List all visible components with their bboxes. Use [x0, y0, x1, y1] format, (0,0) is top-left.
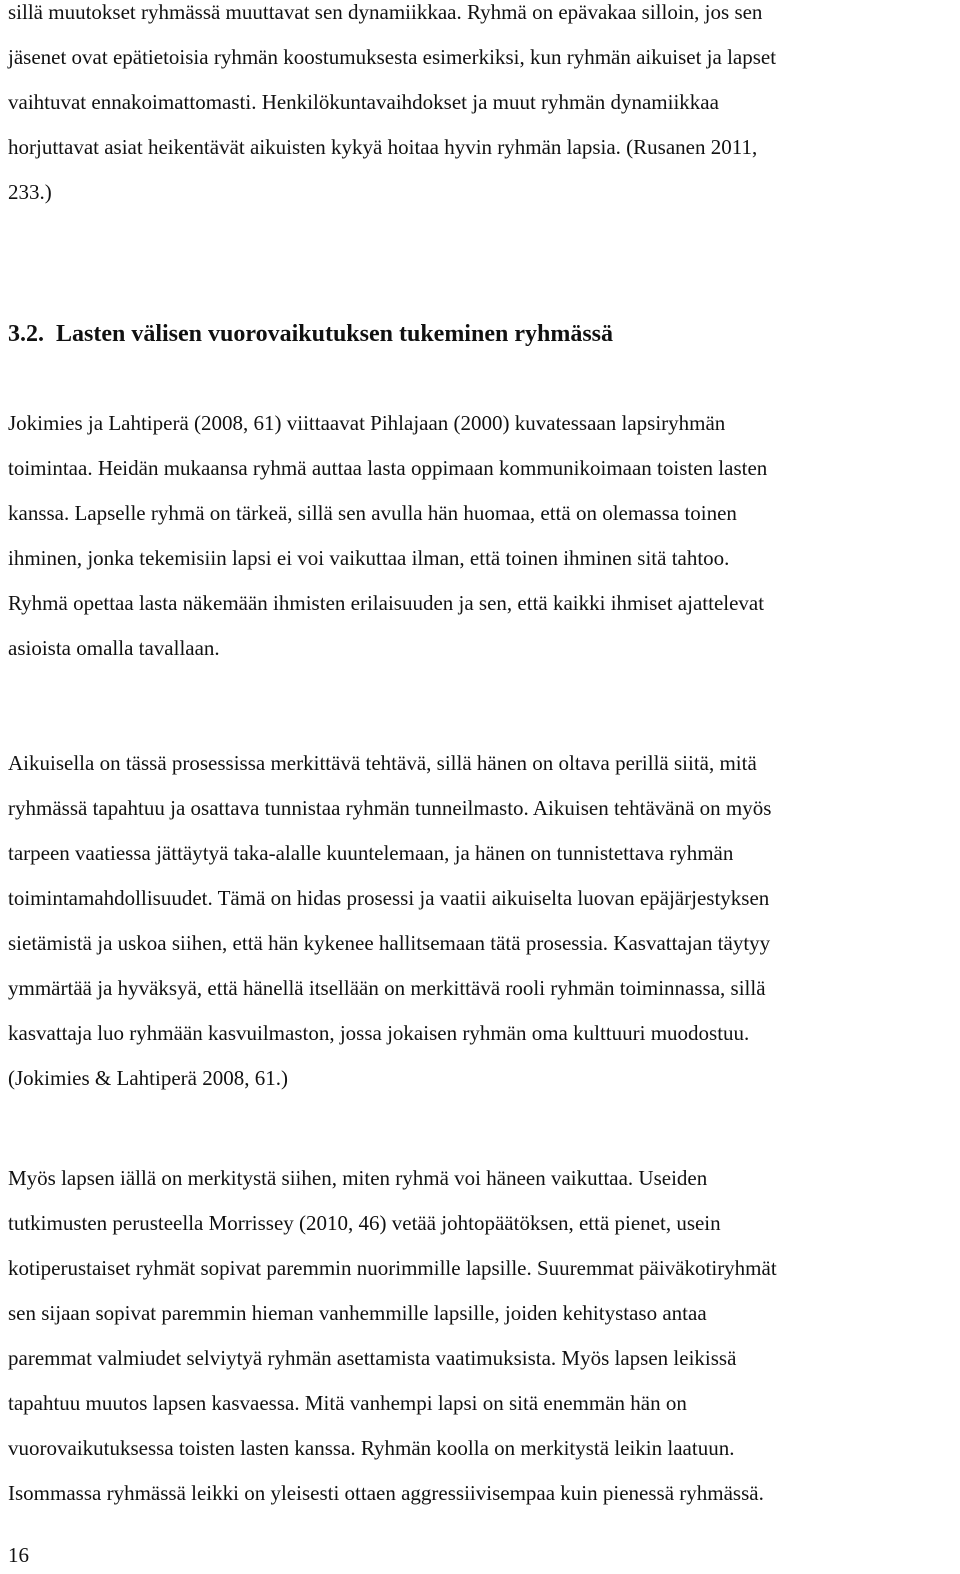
text-line: 233.)	[8, 180, 52, 204]
text-line: vuorovaikutuksessa toisten lasten kanssa. Ryhmän koolla on merkitystä leikin laatuun.	[8, 1436, 735, 1460]
paragraph-peer-interaction	[8, 401, 952, 671]
text-line: (Jokimies & Lahtiperä 2008, 61.)	[8, 1066, 288, 1090]
section-title: Lasten välisen vuorovaikutuksen tukeminen ryhmässä	[56, 321, 613, 347]
text-line: kasvattaja luo ryhmään kasvuilmaston, jossa jokaisen ryhmän oma kulttuuri muodostuu.	[8, 1021, 750, 1045]
paragraph-adult-role	[8, 741, 952, 1101]
text-line: tapahtuu muutos lapsen kasvaessa. Mitä vanhempi lapsi on sitä enemmän hän on	[8, 1391, 687, 1415]
text-line: sen sijaan sopivat paremmin hieman vanhemmille lapsille, joiden kehitystaso antaa	[8, 1301, 707, 1325]
text-line: kotiperustaiset ryhmät sopivat paremmin nuorimmille lapsille. Suuremmat päiväkotiryhmät	[8, 1256, 777, 1280]
text-line: tutkimusten perusteella Morrissey (2010, 46) vetää johtopäätöksen, että pienet, usein	[8, 1211, 721, 1235]
text-line: Myös lapsen iällä on merkitystä siihen, miten ryhmä voi häneen vaikuttaa. Useiden	[8, 1166, 708, 1190]
text-line: tarpeen vaatiessa jättäytyä taka-alalle kuuntelemaan, ja hänen on tunnistettava ryhmän	[8, 841, 734, 865]
section-heading	[8, 312, 613, 357]
text-line: Isommassa ryhmässä leikki on yleisesti ottaen aggressiivisempaa kuin pienessä ryhmässä.	[8, 1481, 764, 1505]
text-line: ihminen, jonka tekemisiin lapsi ei voi vaikuttaa ilman, että toinen ihminen sitä tahtoo.	[8, 546, 730, 570]
text-line: Ryhmä opettaa lasta näkemään ihmisten erilaisuuden ja sen, että kaikki ihmiset ajattelevat	[8, 591, 765, 615]
page-number: 16	[8, 1543, 29, 1567]
paragraph-child-age	[8, 1156, 952, 1516]
text-line: Jokimies ja Lahtiperä (2008, 61) viittaavat Pihlajaan (2000) kuvatessaan lapsiryhmän	[8, 411, 726, 435]
text-line: sietämistä ja uskoa siihen, että hän kykenee hallitsemaan tätä prosessia. Kasvattajan täytyy	[8, 931, 771, 955]
text-line: toimintaa. Heidän mukaansa ryhmä auttaa lasta oppimaan kommunikoimaan toisten lasten	[8, 456, 768, 480]
text-line: horjuttavat asiat heikentävät aikuisten kykyä hoitaa hyvin ryhmän lapsia. (Rusanen 2011,	[8, 135, 758, 159]
paragraph-group-dynamics	[8, 0, 952, 215]
text-line: Aikuisella on tässä prosessissa merkittävä tehtävä, sillä hänen on oltava perillä siitä, mitä	[8, 751, 757, 775]
text-line: sillä muutokset ryhmässä muuttavat sen dynamiikkaa. Ryhmä on epävakaa silloin, jos sen	[8, 0, 763, 24]
text-line: ymmärtää ja hyväksyä, että hänellä itsellään on merkittävä rooli ryhmän toiminnassa, sillä	[8, 976, 766, 1000]
text-line: jäsenet ovat epätietoisia ryhmän koostumuksesta esimerkiksi, kun ryhmän aikuiset ja lapset	[8, 45, 777, 69]
text-line: toimintamahdollisuudet. Tämä on hidas prosessi ja vaatii aikuiselta luovan epäjärjestyksen	[8, 886, 770, 910]
text-line: ryhmässä tapahtuu ja osattava tunnistaa ryhmän tunneilmasto. Aikuisen tehtävänä on myös	[8, 796, 772, 820]
text-line: asioista omalla tavallaan.	[8, 636, 220, 660]
text-line: paremmat valmiudet selviytyä ryhmän asettamista vaatimuksista. Myös lapsen leikissä	[8, 1346, 737, 1370]
section-number: 3.2.	[8, 321, 44, 347]
text-line: vaihtuvat ennakoimattomasti. Henkilökuntavaihdokset ja muut ryhmän dynamiikkaa	[8, 90, 719, 114]
text-line: kanssa. Lapselle ryhmä on tärkeä, sillä sen avulla hän huomaa, että on olemassa toinen	[8, 501, 737, 525]
